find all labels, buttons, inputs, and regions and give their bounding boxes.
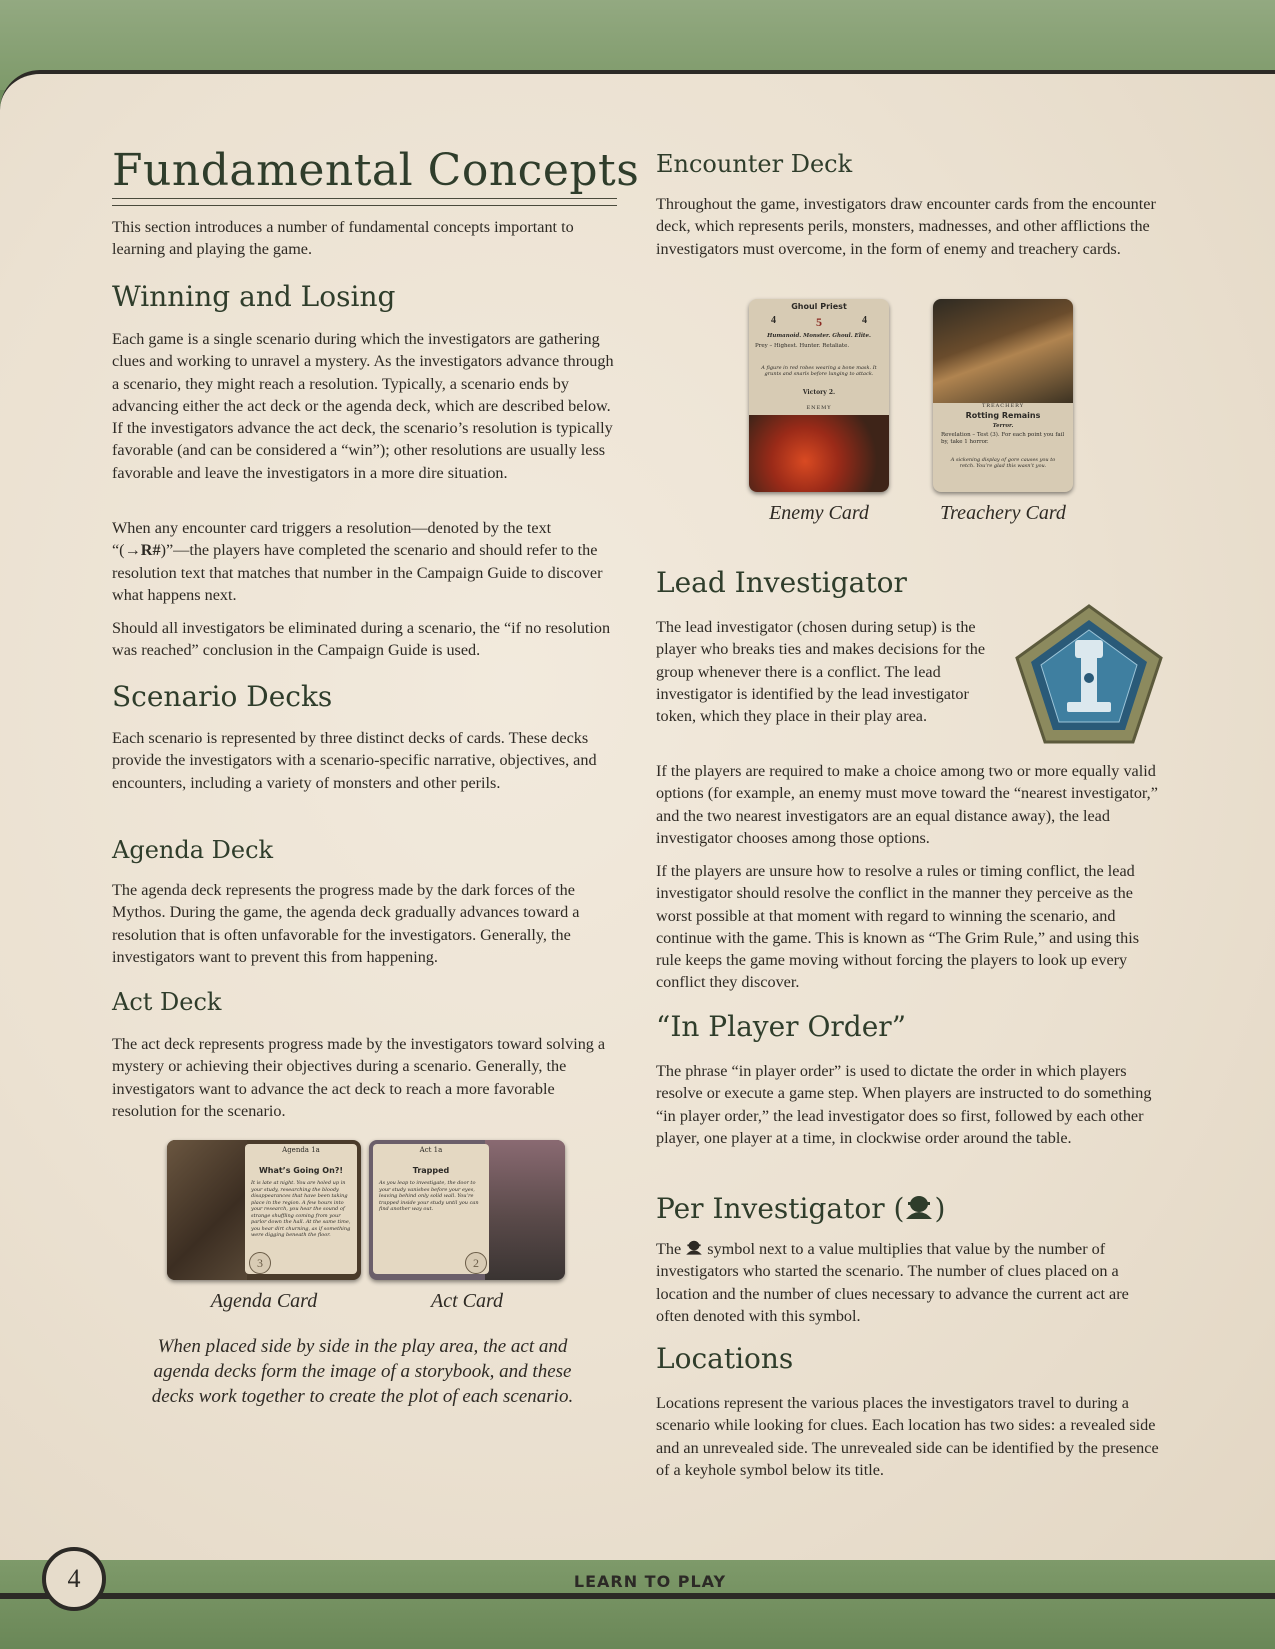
heading-locations: Locations bbox=[656, 1342, 794, 1375]
page-title: Fundamental Concepts bbox=[112, 145, 640, 196]
agenda-card-caption: Agenda Card bbox=[210, 1290, 318, 1312]
heading-act-deck: Act Deck bbox=[112, 988, 222, 1016]
heading-in-player-order: “In Player Order” bbox=[656, 1010, 907, 1043]
intro-text: This section introduces a number of fundamental concepts important to learning and playing the game. bbox=[112, 218, 574, 259]
encounter-p1: Throughout the game, investigators draw encounter cards from the encounter deck, which represents perils, monsters, madnesses, and other afflictions the investigators must overcome, in the form of enemy and treachery cards. bbox=[656, 195, 1156, 258]
winning-p3: Should all investigators be eliminated during a scenario, the “if no resolution was reached” conclusion in the Campaign Guide is used. bbox=[112, 619, 611, 660]
lead-p1: The lead investigator (chosen during setup) is the player who breaks ties and makes decisions for the group whenever there is a conflict. The lead investigator is identified by the lead investigator token, which they place in their play area. bbox=[656, 618, 986, 726]
treachery-card-title: Rotting Remains bbox=[965, 411, 1041, 420]
act-deck-p1: The act deck represents progress made by the investigators toward solving a mystery or achieving their objectives during a scenario. Generally, the investigators want to advance the act deck to reach a more favorable resolution for the scenario. bbox=[112, 1035, 606, 1120]
treachery-card-caption: Treachery Card bbox=[940, 502, 1066, 524]
enemy-card-victory: Victory 2. bbox=[802, 389, 836, 396]
agenda-deck-p1: The agenda deck represents the progress made by the dark forces of the Mythos. During the game, the agenda deck gradually advances toward a resolution that is often unfavorable for the investigators. Generally, the investigators want to prevent this from happening. bbox=[112, 881, 580, 966]
enemy-card-caption: Enemy Card bbox=[769, 502, 869, 524]
storybook-note: When placed side by side in the play area, the act and agenda decks form the image of a storybook, and these decks work together to create the plot of each scenario. bbox=[151, 1336, 574, 1407]
heading-encounter-deck: Encounter Deck bbox=[656, 150, 853, 178]
lead-p2: If the players are required to make a choice among two or more equally valid options (for example, an enemy must move toward the “nearest investigator,” and the two nearest investigators are an equal distance away), the lead investigator chooses among those options. bbox=[656, 762, 1158, 847]
heading-scenario-decks: Scenario Decks bbox=[112, 680, 333, 713]
enemy-card-stats bbox=[771, 315, 867, 330]
investigator-icon bbox=[685, 1240, 703, 1256]
page-number: 4 bbox=[42, 1547, 106, 1611]
player-order-p1: The phrase “in player order” is used to dictate the order in which players resolve or execute a game step. When players are instructed to do something “in player order,” the lead investigator does so first, followed by each other player, one player at a time, in clockwise order around the table. bbox=[656, 1062, 1152, 1147]
footer-rule bbox=[0, 1593, 1275, 1599]
act-card-art bbox=[485, 1140, 565, 1280]
treachery-card-text: Revelation – Test (3). For each point you fail by, take 1 horror. bbox=[941, 432, 1065, 445]
agenda-card-art bbox=[167, 1140, 247, 1280]
act-card-text: As you leap to investigate, the door to your study vanishes before your eyes, leaving behind only solid wall. You’re trapped inside your study until you can find another way out. bbox=[379, 1180, 479, 1212]
lead-investigator-token-icon bbox=[1013, 602, 1165, 746]
enemy-card-text: Prey – Highest. Hunter. Retaliate. bbox=[755, 343, 850, 349]
footer-label: LEARN TO PLAY bbox=[573, 1572, 727, 1591]
treachery-card-flavor: A sickening display of gore causes you to retch. You’re glad this wasn’t you. bbox=[950, 457, 1056, 469]
treachery-card-type: TREACHERY bbox=[981, 403, 1025, 409]
enemy-fight-stat: 4 bbox=[771, 315, 776, 326]
per-investigator-p1: The symbol next to a value multiplies that value by the number of investigators who started the scenario. The number of clues placed on a location and the number of clues necessary to advance the current act are often denoted with this symbol. bbox=[656, 1240, 1129, 1325]
enemy-evade-stat: 4 bbox=[862, 315, 867, 326]
heading-lead-investigator: Lead Investigator bbox=[656, 566, 907, 599]
enemy-card-type: ENEMY bbox=[806, 405, 832, 411]
heading-per-investigator: Per Investigator ( ) bbox=[656, 1192, 946, 1225]
enemy-card-title: Ghoul Priest bbox=[791, 302, 847, 311]
agenda-card-title: What’s Going On?! bbox=[258, 1166, 344, 1175]
act-card-caption: Act Card bbox=[430, 1290, 504, 1312]
winning-p1: Each game is a single scenario during which the investigators are gathering clues and working to unravel a mystery. As the investigators advance through a scenario, they might reach a resolution. Typically, a scenario ends by advancing either the act deck or the agenda deck, which are described below. If the investigators advance the act deck, the scenario’s resolution is typically favorable (and can be considered a “win”); other resolutions are usually less favorable and leave the investigators in a more dire situation. bbox=[112, 330, 614, 482]
treachery-card-art bbox=[933, 299, 1073, 403]
investigator-icon bbox=[904, 1195, 934, 1221]
enemy-health-stat: 5 bbox=[816, 315, 822, 329]
enemy-card-flavor: A figure in red robes wearing a bone mask. It grunts and snarls before lunging to attack. bbox=[761, 365, 877, 377]
act-card-label: Act 1a bbox=[419, 1146, 443, 1154]
scenario-decks-p1: Each scenario is represented by three distinct decks of cards. These decks provide the investigators with a scenario-specific narrative, objectives, and encounters, including a variety of monsters and other perils. bbox=[112, 729, 597, 792]
enemy-card-art bbox=[749, 415, 889, 492]
agenda-card-text: It is late at night. You are holed up in your study, researching the bloody disappearances that have been taking place in the region. A few hours into your research, you hear the sound of strange shuffling coming from your parlor down the hall. At the same time, you hear dirt churning, as if something were digging beneath the floor. bbox=[251, 1180, 351, 1238]
lead-p3: If the players are unsure how to resolve a rules or timing conflict, the lead investigator should resolve the conflict in the manner they perceive as the worst possible at that moment with regard to winning the scenario, and continue with the game. This is known as “The Grim Rule,” and using this rule keeps the game moving without forcing the players to look up every conflict they discover. bbox=[656, 862, 1140, 992]
locations-p1: Locations represent the various places the investigators travel to during a scenario while looking for clues. Each location has two sides: a revealed side and an unrevealed side. The unrevealed side can be identified by the presence of a keyhole symbol below its title. bbox=[656, 1394, 1159, 1479]
title-divider bbox=[112, 198, 617, 206]
treachery-card-trait: Terror. bbox=[992, 423, 1014, 429]
act-card-title: Trapped bbox=[412, 1166, 450, 1175]
heading-winning-losing: Winning and Losing bbox=[112, 280, 396, 313]
treachery-card-image bbox=[933, 299, 1073, 492]
heading-agenda-deck: Agenda Deck bbox=[112, 836, 274, 864]
enemy-card-traits: Humanoid. Monster. Ghoul. Elite. bbox=[767, 333, 871, 339]
winning-p2: When any encounter card triggers a resolution—denoted by the text “(→R#)”—the players have completed the scenario and should refer to the resolution text that matches that number in the Campaign Guide to discover what happens next. bbox=[112, 519, 603, 604]
agenda-card-doom: 3 bbox=[249, 1252, 271, 1274]
act-card-image bbox=[369, 1140, 565, 1280]
agenda-card-image bbox=[167, 1140, 361, 1280]
agenda-card-label: Agenda 1a bbox=[282, 1146, 320, 1154]
act-card-clues: 2 bbox=[465, 1252, 487, 1274]
enemy-card-image bbox=[749, 299, 889, 492]
